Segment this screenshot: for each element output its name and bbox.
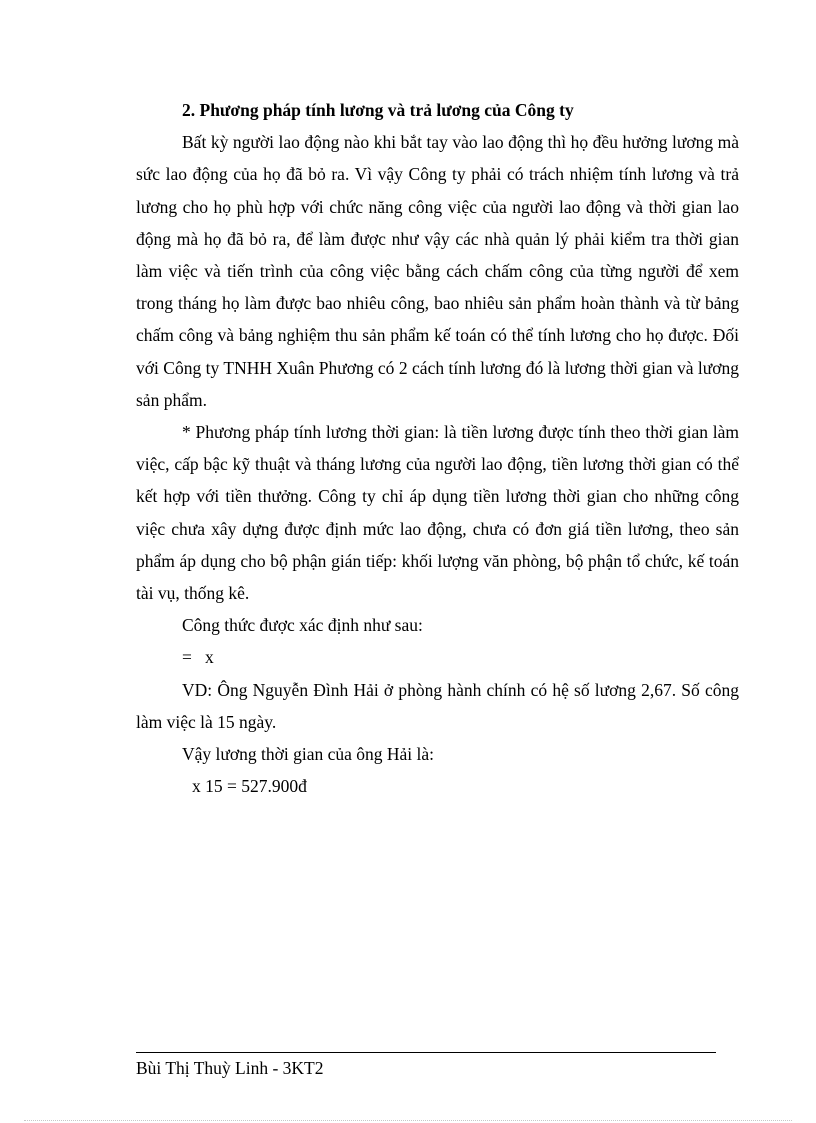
section-heading: 2. Phương pháp tính lương và trả lương của Công ty bbox=[182, 100, 574, 120]
page-bottom-edge bbox=[24, 1120, 792, 1121]
document-body bbox=[136, 94, 739, 802]
footer-divider bbox=[136, 1052, 716, 1053]
paragraph-time-wage-method: * Phương pháp tính lương thời gian: là tiền lương được tính theo thời gian làm việc, cấp bậc kỹ thuật và tháng lương của người lao động, tiền lương thời gian có thể kết hợp với tiền thưởng. Công ty chỉ áp dụng tiền lương thời gian cho những công việc chưa xây dựng được định mức lao động, chưa có đơn giá tiền lương, theo sản phẩm áp dụng cho bộ phận gián tiếp: khối lượng văn phòng, bộ phận tổ chức, kế toán tài vụ, thống kê. bbox=[136, 422, 739, 604]
example-paragraph: VD: Ông Nguyễn Đình Hải ở phòng hành chính có hệ số lương 2,67. Số công làm việc là 15 ngày. bbox=[136, 679, 739, 732]
formula-intro: Công thức được xác định như sau: bbox=[182, 615, 423, 636]
footer-author: Bùi Thị Thuỳ Linh - 3KT2 bbox=[136, 1058, 324, 1078]
formula-line: = x bbox=[182, 647, 214, 668]
paragraph-intro: Bất kỳ người lao động nào khi bắt tay vào lao động thì họ đều hưởng lương mà sức lao động của họ đã bỏ ra. Vì vậy Công ty phải có trách nhiệm tính lương và trả lương cho họ phù hợp với chức năng công việc của người lao động và thời gian lao động mà họ đã bỏ ra, để làm được như vậy các nhà quản lý phải kiểm tra thời gian làm việc và tiến trình của công việc bằng cách chấm công của từng người để xem trong tháng họ làm được bao nhiêu công, bao nhiêu sản phẩm hoàn thành và từ bảng chấm công và bảng nghiệm thu sản phẩm kế toán có thể tính lương cho họ được. Đối với Công ty TNHH Xuân Phương có 2 cách tính lương đó là lương thời gian và lương sản phẩm. bbox=[136, 132, 739, 410]
result-line: x 15 = 527.900đ bbox=[192, 776, 307, 797]
result-intro: Vậy lương thời gian của ông Hải là: bbox=[182, 744, 435, 765]
